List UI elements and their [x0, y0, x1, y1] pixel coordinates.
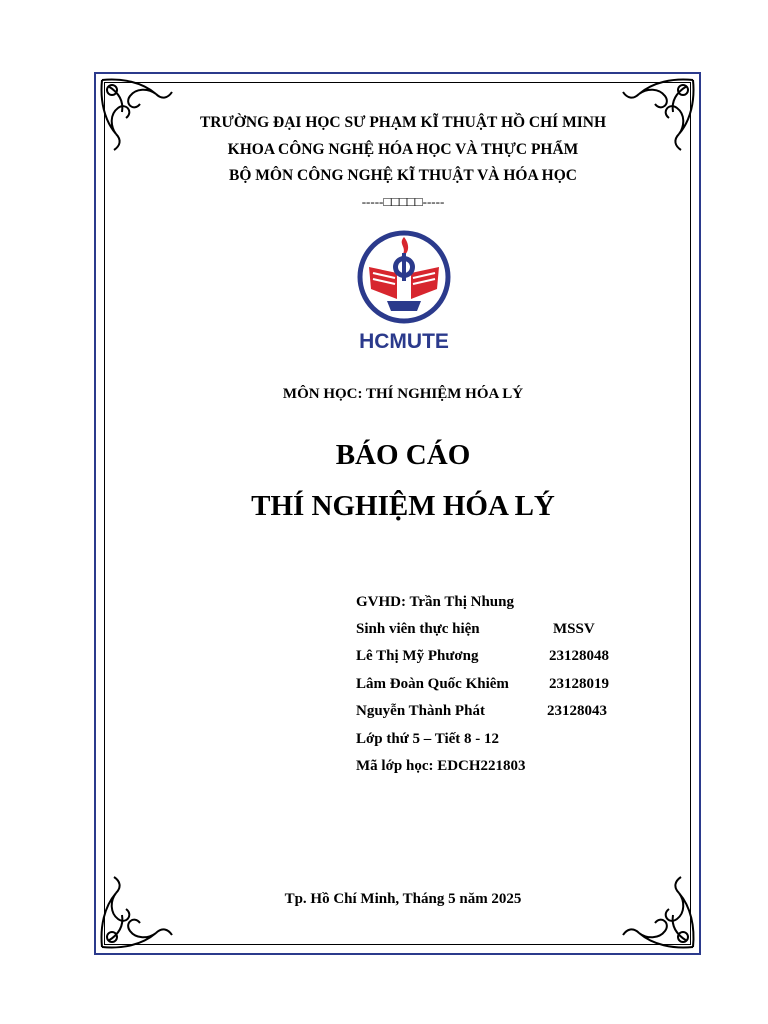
student-row — [356, 676, 609, 693]
header-separator: -----□□□□□----- — [361, 194, 445, 209]
class-code: Mã lớp học: EDCH221803 — [356, 758, 526, 774]
advisor: GVHD: Trần Thị Nhung — [356, 594, 514, 610]
report-title-line1: BÁO CÁO — [335, 439, 471, 471]
department-name: BỘ MÔN CÔNG NGHỆ KĨ THUẬT VÀ HÓA HỌC — [229, 167, 577, 184]
corner-ornament-icon — [619, 873, 699, 953]
student-id: 23128043 — [547, 703, 607, 719]
student-name: Nguyễn Thành Phát — [356, 703, 485, 719]
subject-line: MÔN HỌC: THÍ NGHIỆM HÓA LÝ — [282, 386, 524, 402]
student-id: 23128019 — [549, 676, 609, 692]
report-title-line2: THÍ NGHIỆM HÓA LÝ — [251, 490, 555, 522]
student-id: 23128048 — [549, 648, 609, 664]
logo-text: HCMUTE — [359, 330, 449, 353]
hcmute-logo — [347, 229, 463, 353]
student-row — [356, 648, 609, 665]
class-session: Lớp thứ 5 – Tiết 8 - 12 — [356, 731, 500, 747]
student-row — [356, 703, 607, 720]
students-label: Sinh viên thực hiện — [356, 621, 480, 637]
student-name: Lê Thị Mỹ Phương — [356, 648, 479, 664]
university-name: TRƯỜNG ĐẠI HỌC SƯ PHẠM KĨ THUẬT HỒ CHÍ MINH — [199, 114, 607, 131]
corner-ornament-icon — [96, 873, 176, 953]
faculty-name: KHOA CÔNG NGHỆ HÓA HỌC VÀ THỰC PHẨM — [227, 141, 579, 158]
place-date: Tp. Hồ Chí Minh, Tháng 5 năm 2025 — [284, 891, 522, 907]
students-header-row — [356, 621, 595, 638]
student-name: Lâm Đoàn Quốc Khiêm — [356, 676, 509, 692]
mssv-label: MSSV — [553, 621, 595, 637]
